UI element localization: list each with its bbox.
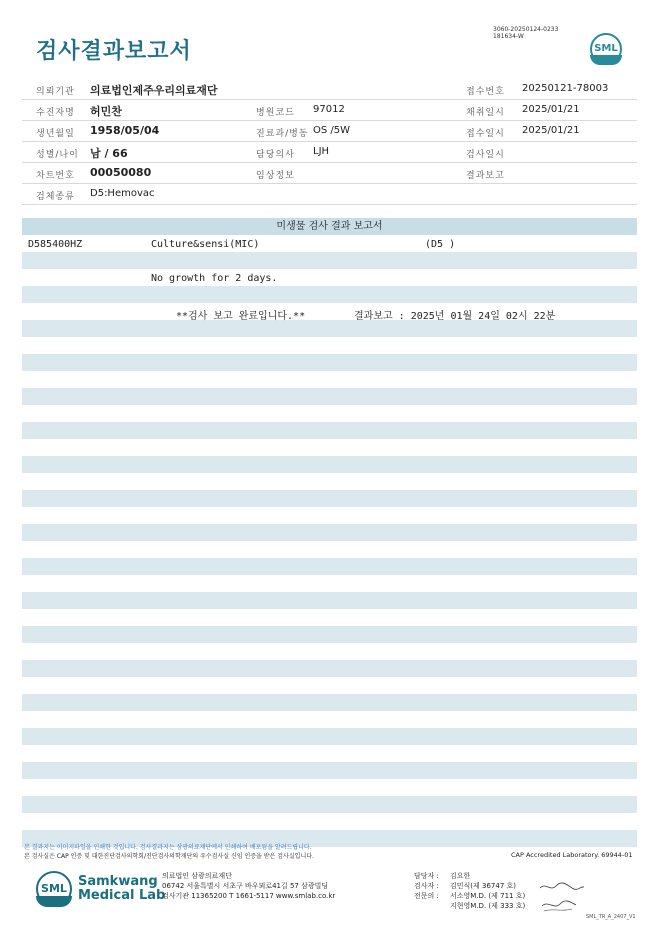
tester-value: 김민식(제 36747 호) [450, 882, 516, 890]
brand-line1: Samkwang [78, 874, 158, 889]
org-address: 06742 서울특별시 서초구 바우뫼로41길 57 삼광빌딩 [162, 882, 329, 890]
name-value: 허민찬 [90, 105, 122, 118]
receipt-date-value: 2025/01/21 [522, 125, 580, 136]
report-label: 결과보고 [466, 171, 505, 181]
accreditation-note: 본 검사실은 CAP 인증 및 대한진단검사의학회/진단검사의학재단의 우수검사실 신임 인증을 받은 검사실입니다. [24, 853, 314, 860]
result-row-stripe [22, 490, 637, 507]
info-row [22, 100, 637, 121]
dept-label: 진료과/병동 [256, 129, 309, 139]
info-row [22, 142, 637, 163]
specialist2-value: 지현영M.D. (제 333 호) [450, 902, 526, 910]
chart-no-label: 차트번호 [36, 171, 75, 181]
sex-age-value: 남 / 66 [90, 147, 128, 160]
tester-label: 검사자 : [414, 882, 439, 890]
specialist1-value: 서소영M.D. (제 711 호) [450, 892, 526, 900]
result-row-stripe [22, 558, 637, 575]
result-finding: No growth for 2 days. [151, 273, 278, 284]
sml-logo-icon [590, 33, 622, 65]
result-row-stripe [22, 660, 637, 677]
form-code: SML_TR_A_2407_V1 [586, 914, 636, 920]
receipt-no-label: 접수번호 [466, 87, 505, 97]
org-contact: 검사기관 11365200 T 1661-5117 www.smlab.co.kr [162, 892, 336, 900]
result-row-stripe [22, 354, 637, 371]
result-row-stripe [22, 422, 637, 439]
result-section-header: 미생물 검사 결과 보고서 [22, 218, 637, 235]
brand-name [78, 875, 165, 903]
dept-value: OS /5W [313, 125, 351, 136]
print-notice: 본 결과지는 이미지파일을 인쇄한 것입니다. 검사결과지는 삼광의료재단에서 인쇄하여 배포됨을 알려드립니다. [24, 844, 312, 851]
receipt-no-value: 20250121-78003 [522, 83, 609, 94]
collect-date-value: 2025/01/21 [522, 104, 580, 115]
result-row-stripe [22, 796, 637, 813]
doctor-value: LJH [313, 146, 330, 157]
hospital-code-label: 병원코드 [256, 108, 295, 118]
staff-values [450, 871, 525, 911]
result-row-stripe [22, 728, 637, 745]
info-row [22, 163, 637, 184]
result-row-stripe [22, 286, 637, 303]
staff-labels [414, 871, 454, 901]
info-row [22, 121, 637, 142]
info-row [22, 79, 637, 100]
result-row-stripe [22, 762, 637, 779]
brand-line2: Medical Lab [78, 888, 166, 903]
name-label: 수진자명 [36, 108, 75, 118]
result-row-stripe [22, 320, 637, 337]
result-row-stripe [22, 456, 637, 473]
document-id [493, 26, 558, 40]
page-title: 검사결과보고서 [36, 39, 192, 64]
result-row-stripe [22, 252, 637, 269]
staff-value: 김요한 [450, 872, 471, 880]
test-tag: (D5 ) [425, 239, 456, 250]
chart-no-value: 00050080 [90, 166, 152, 179]
specialist-label: 전문의 : [414, 892, 439, 900]
receipt-date-label: 접수일시 [466, 129, 505, 139]
collect-date-label: 채취일시 [466, 108, 505, 118]
sml-logo-icon [36, 871, 72, 907]
report-time: 결과보고 : 2025년 01월 24일 02시 22분 [354, 311, 556, 322]
dob-value: 1958/05/04 [90, 124, 160, 137]
info-row [22, 184, 637, 205]
signature-image [538, 880, 588, 914]
result-row-stripe [22, 626, 637, 643]
result-row-stripe [22, 388, 637, 405]
specimen-value: D5:Hemovac [90, 188, 155, 199]
patient-info-table [22, 79, 637, 205]
sex-age-label: 성별/나이 [36, 150, 79, 160]
logo-text: SML [594, 43, 618, 54]
org-name: 의료법인 삼광의료재단 [162, 872, 232, 880]
institution-value: 의료법인제주우리의료재단 [90, 84, 218, 97]
document-id-line2: 181634-W [493, 33, 524, 40]
cap-accreditation: CAP Accredited Laboratory. 69944-01 [511, 851, 633, 859]
org-info [162, 871, 335, 901]
hospital-code-value: 97012 [313, 104, 345, 115]
test-name: Culture&sensi(MIC) [151, 239, 260, 250]
document-id-line1: 3060-20250124-0233 [493, 26, 559, 33]
test-date-label: 검사일시 [466, 150, 505, 160]
dob-label: 생년월일 [36, 129, 75, 139]
specimen-label: 검체종류 [36, 192, 75, 202]
staff-label: 담당자 : [414, 872, 439, 880]
result-row-stripe [22, 592, 637, 609]
completion-note: **검사 보고 완료입니다.** [176, 311, 306, 322]
doctor-label: 담당의사 [256, 150, 295, 160]
result-row-stripe [22, 524, 637, 541]
logo-text: SML [41, 882, 67, 895]
clinical-label: 임상정보 [256, 171, 295, 181]
test-code: D585400HZ [28, 239, 83, 250]
institution-label: 의뢰기관 [36, 87, 75, 97]
result-row-stripe [22, 694, 637, 711]
